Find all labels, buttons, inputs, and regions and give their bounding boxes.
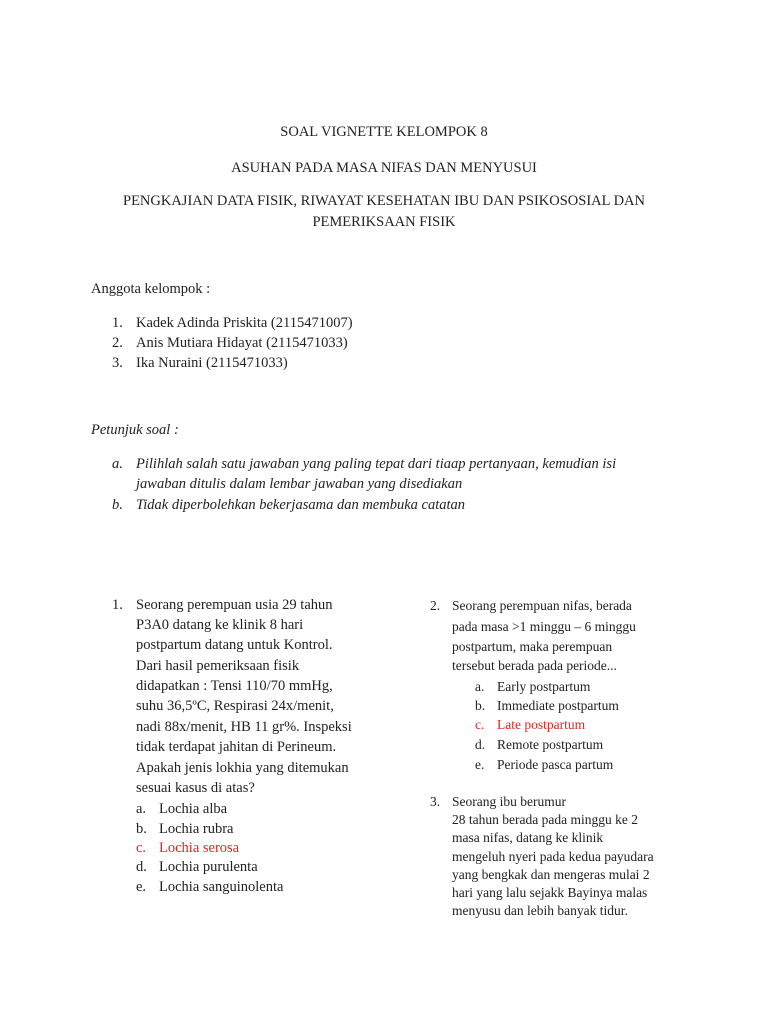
doc-topic-line2: PEMERIKSAAN FISIK: [312, 214, 456, 230]
doc-topic-line1: PENGKAJIAN DATA FISIK, RIWAYAT KESEHATAN IBU DAN PSIKOSOSIAL DAN: [123, 193, 645, 209]
instruction-line: Tidak diperbolehkan bekerjasama dan membuka catatan: [136, 497, 466, 513]
question-number: 3.: [430, 794, 441, 809]
member-number: 3.: [112, 355, 123, 371]
option-letter: a.: [136, 801, 147, 817]
question-number: 2.: [430, 598, 441, 613]
instruction-line: Pilihlah salah satu jawaban yang paling tepat dari tiaap pertanyaan, kemudian isi: [136, 456, 617, 472]
instructions-heading: Petunjuk soal :: [91, 422, 179, 438]
option-letter: a.: [475, 679, 485, 694]
option-text: Lochia rubra: [159, 821, 234, 837]
member-item: Anis Mutiara Hidayat (2115471033): [136, 335, 348, 351]
option-letter: b.: [136, 821, 147, 837]
option-text: Immediate postpartum: [497, 698, 619, 713]
question-line: Dari hasil pemeriksaan fisik: [136, 658, 300, 674]
option-letter-correct: c.: [475, 717, 485, 732]
question-line: yang bengkak dan mengeras mulai 2: [452, 867, 650, 882]
instruction-letter: a.: [112, 456, 123, 472]
question-line: masa nifas, datang ke klinik: [452, 830, 604, 845]
question-line: didapatkan : Tensi 110/70 mmHg,: [136, 678, 333, 694]
option-letter: e.: [136, 879, 147, 895]
question-line: hari yang lalu sejakk Bayinya malas: [452, 885, 648, 900]
question-line: pada masa >1 minggu – 6 minggu: [452, 619, 636, 634]
question-line: P3A0 datang ke klinik 8 hari: [136, 617, 304, 633]
question-line: Seorang ibu berumur: [452, 794, 566, 809]
question-line: sesuai kasus di atas?: [136, 780, 255, 796]
option-letter: d.: [475, 737, 486, 752]
question-line: 28 tahun berada pada minggu ke 2: [452, 812, 638, 827]
option-letter: d.: [136, 859, 147, 875]
option-text-correct: Late postpartum: [497, 717, 586, 732]
question-line: Seorang perempuan usia 29 tahun: [136, 597, 333, 613]
option-text: Lochia sanguinolenta: [159, 879, 284, 895]
question-line: Seorang perempuan nifas, berada: [452, 598, 632, 613]
question-line: mengeluh nyeri pada kedua payudara: [452, 849, 654, 864]
option-text: Lochia alba: [159, 801, 228, 817]
option-letter: e.: [475, 757, 485, 772]
instruction-line: jawaban ditulis dalam lembar jawaban yang disediakan: [136, 476, 463, 492]
question-line: Apakah jenis lokhia yang ditemukan: [136, 760, 349, 776]
option-text: Remote postpartum: [497, 737, 604, 752]
question-line: menyusu dan lebih banyak tidur.: [452, 903, 628, 918]
member-item: Ika Nuraini (2115471033): [136, 355, 288, 371]
option-text: Periode pasca partum: [497, 757, 614, 772]
question-number: 1.: [112, 597, 123, 613]
doc-title: SOAL VIGNETTE KELOMPOK 8: [280, 124, 488, 140]
question-line: tersebut berada pada periode...: [452, 658, 617, 673]
option-text-correct: Lochia serosa: [159, 840, 240, 856]
option-text: Lochia purulenta: [159, 859, 258, 875]
option-text: Early postpartum: [497, 679, 591, 694]
option-letter: b.: [475, 698, 486, 713]
doc-subtitle: ASUHAN PADA MASA NIFAS DAN MENYUSUI: [231, 160, 537, 176]
members-heading: Anggota kelompok :: [91, 281, 211, 297]
question-line: postpartum datang untuk Kontrol.: [136, 637, 333, 653]
question-line: nadi 88x/menit, HB 11 gr%. Inspeksi: [136, 719, 352, 735]
question-line: tidak terdapat jahitan di Perineum.: [136, 739, 337, 755]
option-letter-correct: c.: [136, 840, 147, 856]
question-line: suhu 36,5ºC, Respirasi 24x/menit,: [136, 698, 334, 714]
instruction-letter: b.: [112, 497, 123, 513]
member-number: 1.: [112, 315, 123, 331]
member-item: Kadek Adinda Priskita (2115471007): [136, 315, 353, 331]
member-number: 2.: [112, 335, 123, 351]
question-line: postpartum, maka perempuan: [452, 639, 613, 654]
